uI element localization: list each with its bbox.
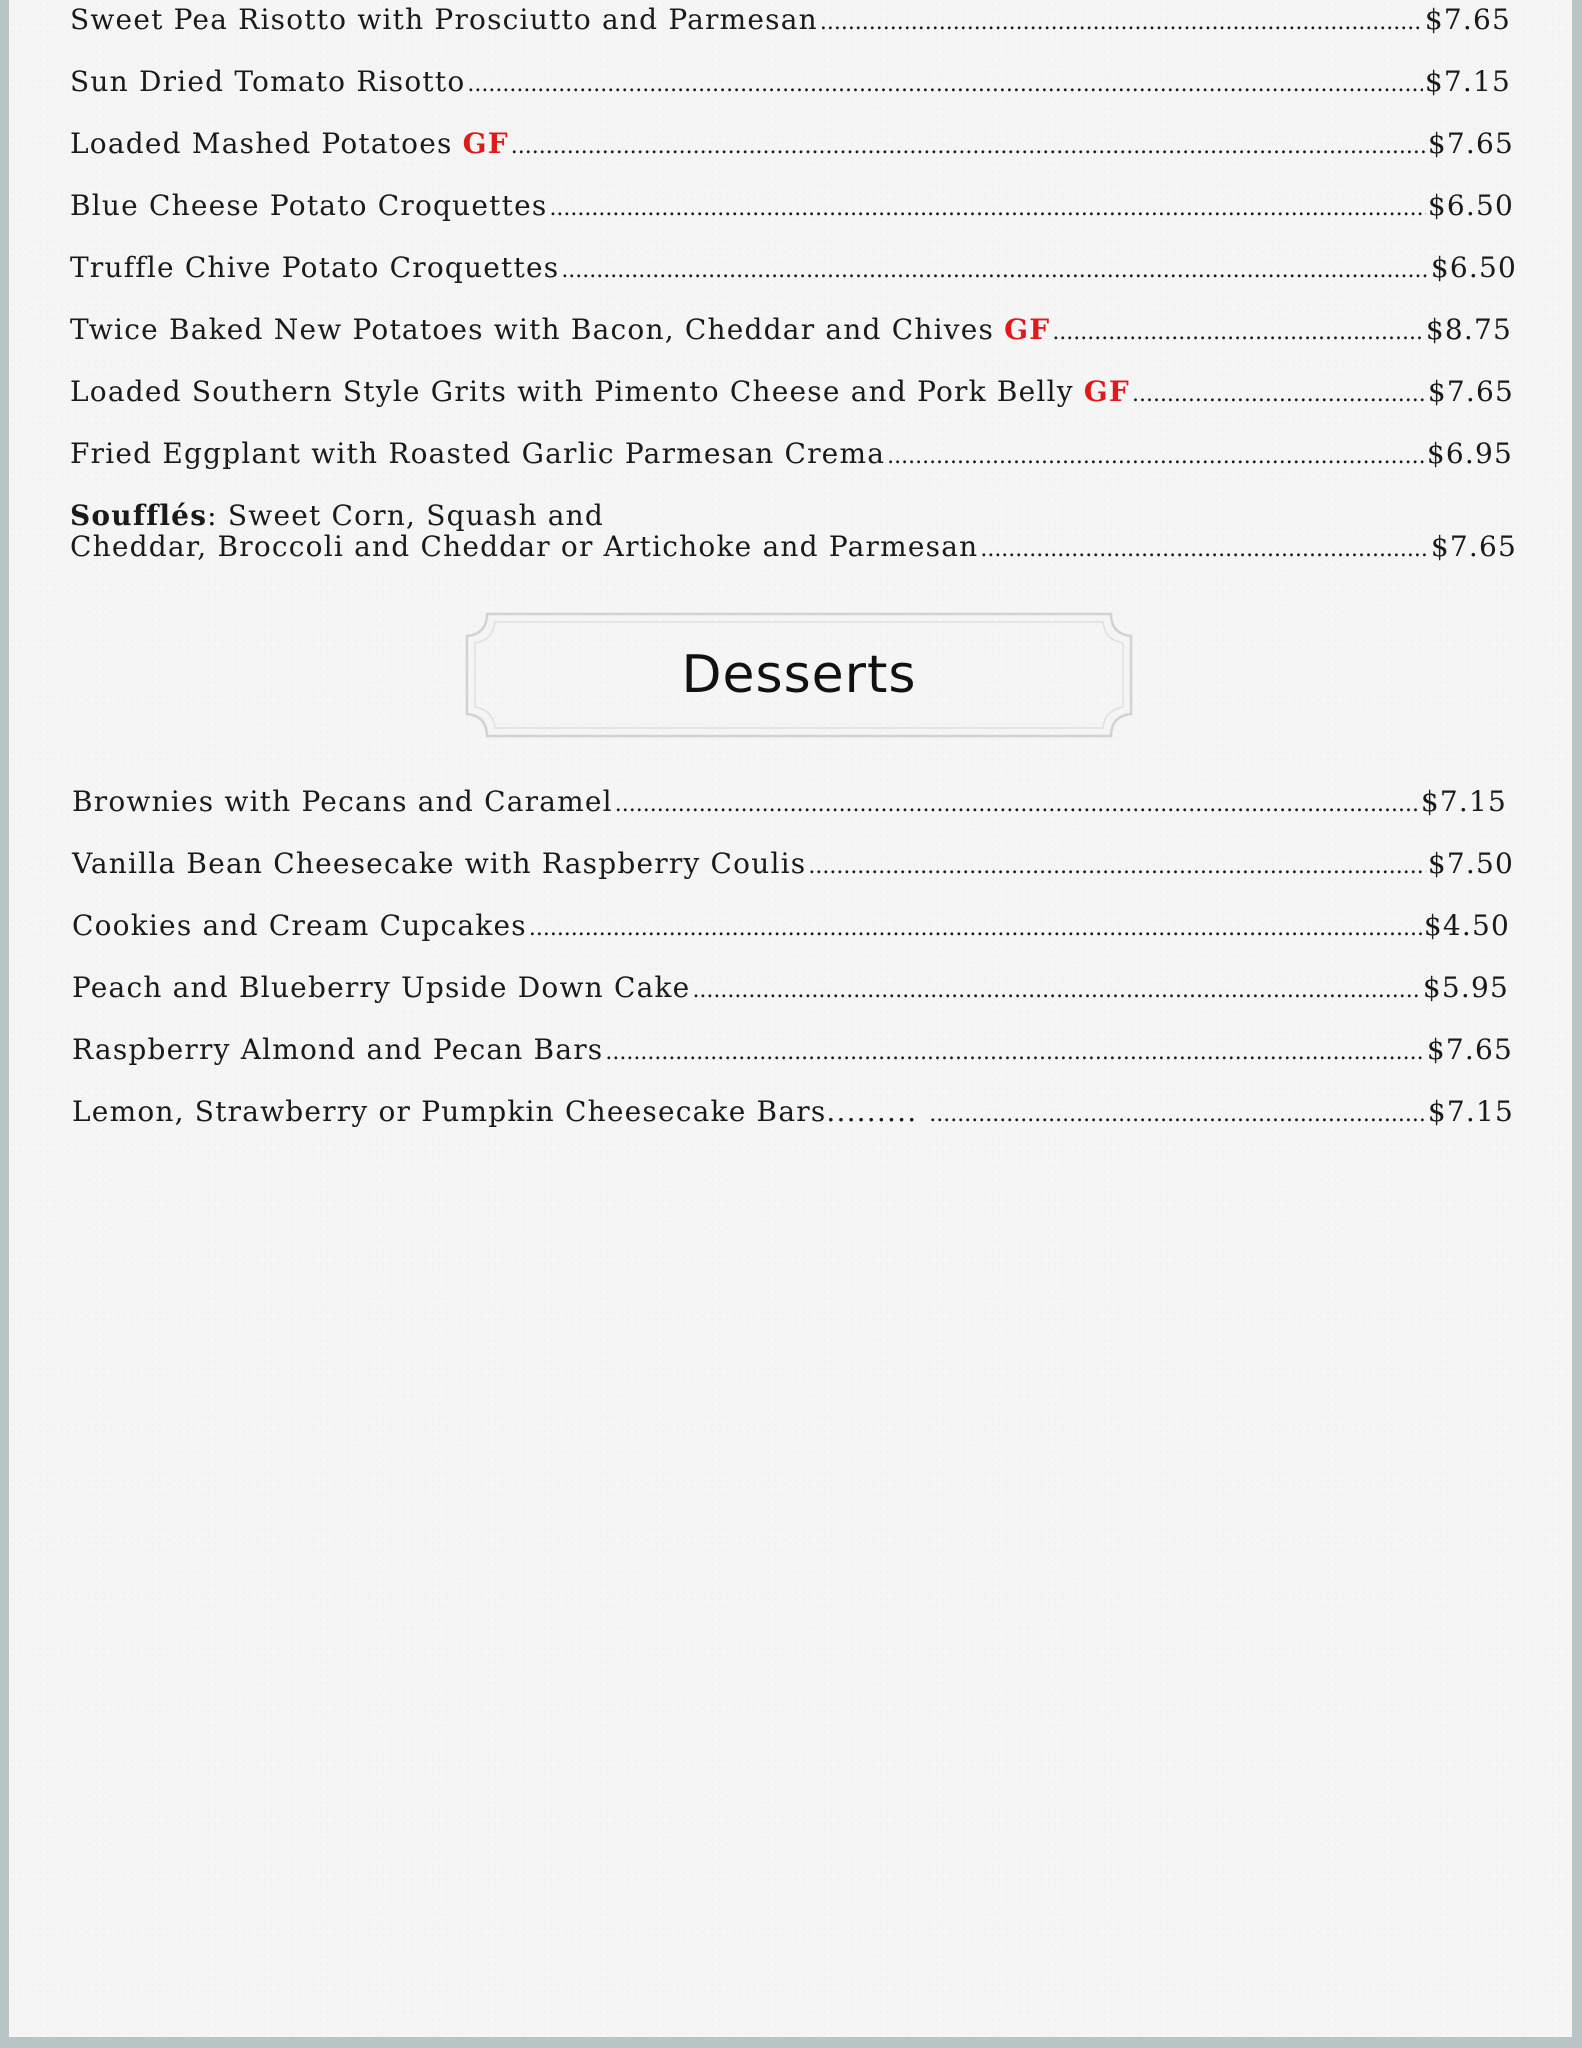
- dot-leader: [692, 972, 1420, 1007]
- item-name: Loaded Southern Style Grits with Pimento Cheese and Pork Belly: [70, 375, 1074, 408]
- dot-leader: [929, 1096, 1426, 1131]
- item-price: $7.65: [1426, 1033, 1513, 1066]
- menu-item: [70, 314, 1512, 349]
- item-name: Truffle Chive Potato Croquettes: [70, 251, 560, 284]
- dot-leader: [1132, 376, 1426, 411]
- item-name: Raspberry Almond and Pecan Bars: [72, 1033, 604, 1066]
- souffle-flavors-end: Cheddar, Broccoli and Cheddar or Artichoke and Parmesan: [70, 530, 979, 563]
- menu-item: [70, 4, 1511, 39]
- item-price: $6.50: [1427, 189, 1514, 222]
- dot-leader: [467, 66, 1422, 101]
- dot-leader: [887, 438, 1425, 473]
- menu-item: [72, 972, 1509, 1007]
- dot-leader: [561, 252, 1429, 287]
- item-price: $7.50: [1427, 847, 1514, 880]
- menu-item: [72, 1034, 1513, 1069]
- menu-item: [70, 66, 1511, 101]
- menu-page: [9, 0, 1572, 2037]
- item-name: Lemon, Strawberry or Pumpkin Cheesecake Bars.........: [72, 1095, 918, 1128]
- item-name: Loaded Mashed Potatoes: [70, 127, 453, 160]
- section-title: Desserts: [681, 645, 917, 705]
- item-price: $7.15: [1420, 785, 1507, 818]
- souffle-label: Soufflés: [70, 499, 208, 532]
- gluten-free-badge: GF: [1083, 375, 1130, 408]
- menu-item: [72, 848, 1514, 883]
- item-price: $7.65: [1424, 3, 1511, 36]
- item-price: $6.50: [1430, 251, 1517, 284]
- item-name: Vanilla Bean Cheesecake with Raspberry Coulis: [72, 847, 807, 880]
- souffle-line-2: [70, 531, 1517, 565]
- dot-leader: [808, 848, 1425, 883]
- dot-leader: [529, 910, 1422, 945]
- menu-item: [70, 190, 1514, 225]
- item-name: Twice Baked New Potatoes with Bacon, Cheddar and Chives: [70, 313, 995, 346]
- gluten-free-badge: GF: [1004, 313, 1051, 346]
- item-name: Sun Dried Tomato Risotto: [70, 65, 466, 98]
- menu-item: [70, 376, 1514, 411]
- menu-item: [70, 128, 1514, 163]
- menu-item: [70, 252, 1517, 287]
- item-name: Brownies with Pecans and Caramel: [72, 785, 613, 818]
- item-price: $7.15: [1424, 65, 1511, 98]
- dot-leader: [980, 531, 1429, 565]
- desserts-header-plaque: [459, 612, 1139, 738]
- dot-leader: [820, 4, 1423, 39]
- menu-item: [70, 438, 1513, 473]
- item-price: $7.65: [1427, 127, 1514, 160]
- dot-leader: [605, 1034, 1424, 1069]
- item-name: Cookies and Cream Cupcakes: [72, 909, 527, 942]
- dot-leader: [549, 190, 1425, 225]
- menu-item: [72, 1096, 1514, 1131]
- item-name: Fried Eggplant with Roasted Garlic Parmesan Crema: [70, 437, 886, 470]
- dot-leader: [1052, 314, 1424, 349]
- item-price: $6.95: [1426, 437, 1513, 470]
- dot-leader: [615, 786, 1419, 821]
- menu-item: [72, 786, 1507, 821]
- dot-leader: [511, 128, 1426, 163]
- item-price: $4.50: [1423, 909, 1510, 942]
- item-price: $8.75: [1425, 313, 1512, 346]
- souffle-item: [70, 500, 1517, 565]
- gluten-free-badge: GF: [462, 127, 509, 160]
- souffle-flavors-start: : Sweet Corn, Squash and: [207, 499, 605, 532]
- item-price: $5.95: [1422, 971, 1509, 1004]
- item-price: $7.65: [1430, 530, 1517, 563]
- item-name: Blue Cheese Potato Croquettes: [70, 189, 548, 222]
- item-price: $7.65: [1427, 375, 1514, 408]
- menu-item: [72, 910, 1510, 945]
- item-name: Peach and Blueberry Upside Down Cake: [72, 971, 691, 1004]
- item-name: Sweet Pea Risotto with Prosciutto and Parmesan: [70, 3, 818, 36]
- souffle-line-1: [70, 500, 1517, 531]
- item-price: $7.15: [1427, 1095, 1514, 1128]
